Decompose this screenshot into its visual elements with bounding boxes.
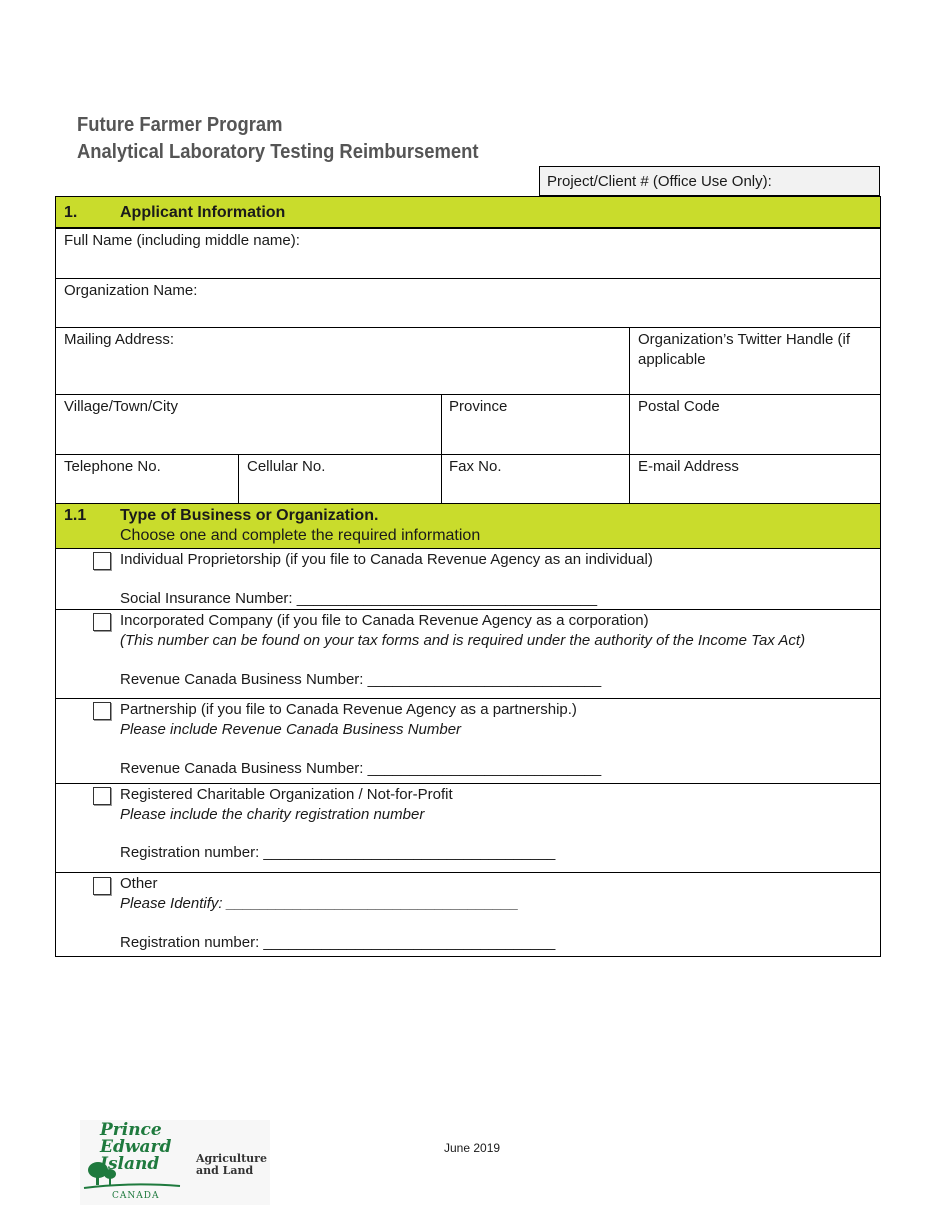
option-individual-proprietorship — [56, 549, 880, 609]
mailing-address-field[interactable] — [56, 328, 629, 394]
organization-name-label: Organization Name: — [64, 282, 198, 299]
section-1-1-title: Type of Business or Organization. — [120, 507, 379, 524]
postal-code-field[interactable] — [630, 395, 880, 454]
mailing-address-label: Mailing Address: — [64, 331, 175, 348]
form-title: Analytical Laboratory Testing Reimbursement — [77, 141, 479, 163]
province-field[interactable] — [442, 395, 629, 454]
registration-number-field-2[interactable]: Registration number: ___________________________________ — [120, 934, 556, 951]
option-3-note: Please include Revenue Canada Business Number — [120, 721, 462, 738]
organization-name-field[interactable] — [56, 279, 880, 327]
email-label: E-mail Address — [638, 458, 739, 475]
section-1-number: 1. — [64, 204, 78, 221]
department-line2: and Land — [196, 1164, 254, 1177]
checkbox-other[interactable] — [93, 877, 111, 895]
logo-country: CANADA — [112, 1191, 160, 1201]
checkbox-partnership[interactable] — [93, 702, 111, 720]
option-2-note: (This number can be found on your tax forms and is required under the authority of the Income Tax Act) — [120, 632, 806, 649]
option-charitable-organization — [56, 784, 880, 872]
fax-label: Fax No. — [449, 458, 502, 475]
option-4-label: Registered Charitable Organization / Not-for-Profit — [120, 786, 453, 803]
telephone-field[interactable] — [56, 455, 238, 502]
business-number-field-1[interactable]: Revenue Canada Business Number: ____________________________ — [120, 671, 602, 688]
option-5-label: Other — [120, 875, 158, 892]
application-form — [55, 196, 881, 957]
business-number-field-2[interactable]: Revenue Canada Business Number: ____________________________ — [120, 760, 602, 777]
section-1-header — [56, 197, 880, 228]
cellular-label: Cellular No. — [247, 458, 326, 475]
full-name-label: Full Name (including middle name): — [64, 232, 300, 249]
logo-wordmark: Prince Edward Island — [100, 1120, 172, 1174]
twitter-handle-field[interactable] — [630, 328, 880, 394]
program-title: Future Farmer Program — [77, 114, 283, 136]
section-1-1-number: 1.1 — [64, 507, 87, 524]
option-partnership — [56, 699, 880, 783]
office-use-box[interactable] — [539, 166, 880, 196]
section-1-1-header — [56, 504, 880, 548]
checkbox-charitable[interactable] — [93, 787, 111, 805]
checkbox-incorporated[interactable] — [93, 613, 111, 631]
social-insurance-field[interactable]: Social Insurance Number: ____________________________________ — [120, 590, 598, 607]
section-1-title: Applicant Information — [120, 204, 286, 221]
full-name-field[interactable] — [56, 229, 880, 278]
email-field[interactable] — [630, 455, 880, 502]
twitter-label-line2: applicable — [638, 351, 706, 368]
option-4-note: Please include the charity registration number — [120, 806, 425, 823]
option-1-label: Individual Proprietorship (if you file to Canada Revenue Agency as an individual) — [120, 551, 653, 568]
option-incorporated-company — [56, 610, 880, 698]
option-3-label: Partnership (if you file to Canada Revenue Agency as a partnership.) — [120, 701, 577, 718]
province-label: Province — [449, 398, 508, 415]
section-1-1-instruction: Choose one and complete the required information — [120, 527, 481, 544]
please-identify-field[interactable]: Please Identify: ___________________________________ — [120, 895, 519, 912]
registration-number-field-1[interactable]: Registration number: ___________________________________ — [120, 844, 556, 861]
department-line1: Agriculture — [196, 1152, 267, 1165]
office-use-label: Project/Client # (Office Use Only): — [547, 173, 772, 190]
footer-date: June 2019 — [444, 1141, 501, 1155]
cellular-field[interactable] — [239, 455, 441, 502]
fax-field[interactable] — [442, 455, 629, 502]
village-label: Village/Town/City — [64, 398, 178, 415]
checkbox-individual[interactable] — [93, 552, 111, 570]
twitter-label-line1: Organization’s Twitter Handle (if — [638, 331, 851, 348]
village-field[interactable] — [56, 395, 441, 454]
option-other — [56, 873, 880, 956]
telephone-label: Telephone No. — [64, 458, 161, 475]
postal-code-label: Postal Code — [638, 398, 720, 415]
pei-logo — [80, 1120, 270, 1205]
option-2-label: Incorporated Company (if you file to Canada Revenue Agency as a corporation) — [120, 612, 649, 629]
